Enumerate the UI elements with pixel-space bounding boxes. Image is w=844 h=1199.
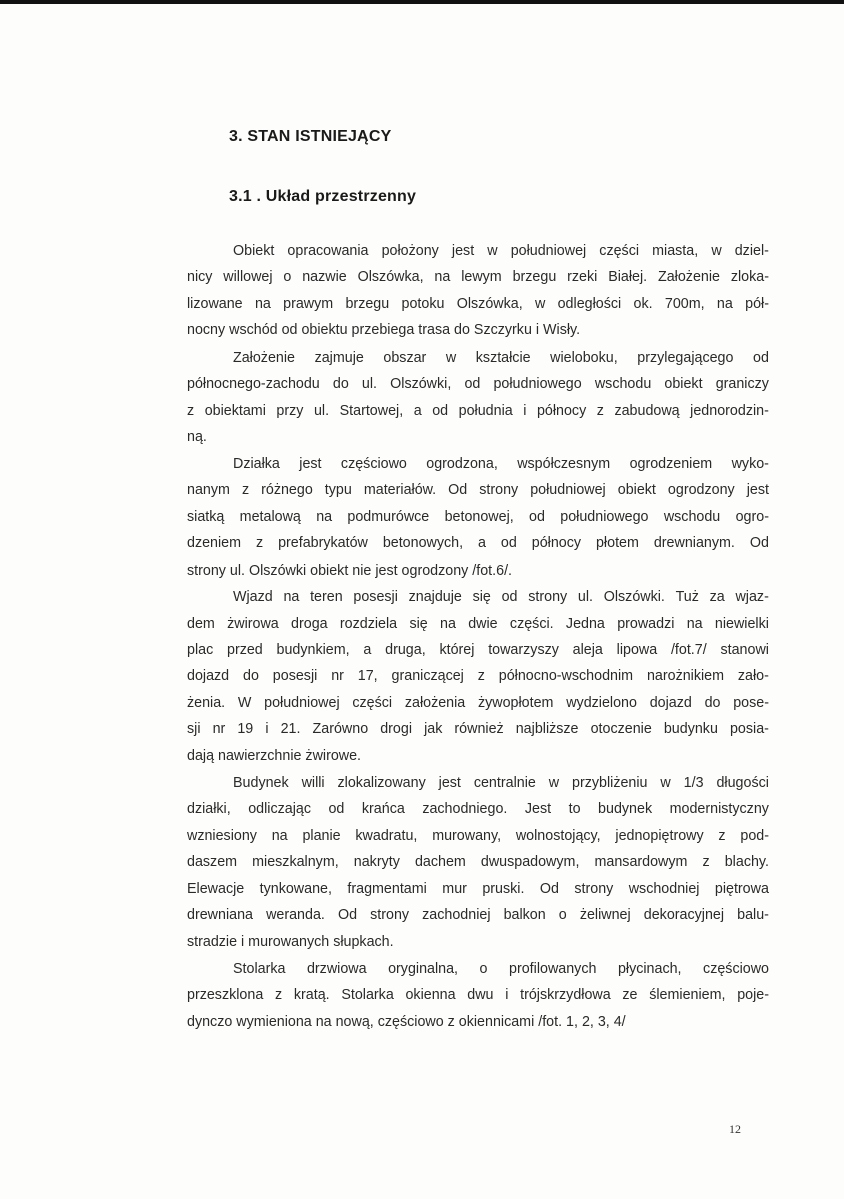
text-line: północnego-zachodu do ul. Olszówki, od południowego wschodu obiekt graniczy — [187, 376, 769, 392]
text-line: Stolarka drzwiowa oryginalna, o profilowanych płycinach, częściowo — [233, 961, 769, 977]
text-line: wzniesiony na planie kwadratu, murowany, wolnostojący, jednopiętrowy z pod- — [187, 828, 769, 844]
text-line: nicy willowej o nazwie Olszówka, na lewym brzegu rzeki Białej. Założenie zloka- — [187, 269, 769, 285]
text-line: przeszklona z kratą. Stolarka okienna dwu i trójskrzydłowa ze ślemieniem, poje- — [187, 987, 769, 1003]
text-line: nanym z różnego typu materiałów. Od strony południowej obiekt ogrodzony jest — [187, 482, 769, 498]
text-line: z obiektami przy ul. Startowej, a od południa i północy z zabudową jednorodzin- — [187, 403, 769, 419]
text-line: żenia. W południowej części założenia żywopłotem wydzielono dojazd do pose- — [187, 695, 769, 711]
text-line: dojazd do posesji nr 17, graniczącej z północno-wschodnim narożnikiem zało- — [187, 668, 769, 684]
text-line: dynczo wymieniona na nową, częściowo z okiennicami /fot. 1, 2, 3, 4/ — [187, 1014, 626, 1030]
section-heading: 3. STAN ISTNIEJĄCY — [229, 128, 392, 145]
text-line: działki, odliczając od krańca zachodniego. Jest to budynek modernistyczny — [187, 801, 769, 817]
text-line: stradzie i murowanych słupkach. — [187, 934, 394, 950]
text-line: Działka jest częściowo ogrodzona, współczesnym ogrodzeniem wyko- — [233, 456, 769, 472]
text-line: Elewacje tynkowane, fragmentami mur pruski. Od strony wschodniej piętrowa — [187, 881, 769, 897]
text-line: Obiekt opracowania położony jest w południowej części miasta, w dziel- — [233, 243, 769, 259]
text-line: sji nr 19 i 21. Zarówno drogi jak również najbliższe otoczenie budynku posia- — [187, 721, 769, 737]
text-line: drewniana weranda. Od strony zachodniej balkon o żeliwnej dekoracyjnej balu- — [187, 907, 769, 923]
text-line: daszem mieszkalnym, nakryty dachem dwuspadowym, mansardowym z blachy. — [187, 854, 769, 870]
text-line: dają nawierzchnie żwirowe. — [187, 748, 362, 764]
text-line: ną. — [187, 429, 207, 445]
text-line: strony ul. Olszówki obiekt nie jest ogrodzony /fot.6/. — [187, 563, 513, 579]
subsection-heading: 3.1 . Układ przestrzenny — [229, 188, 417, 205]
text-line: dzeniem z prefabrykatów betonowych, a od północy płotem drewnianym. Od — [187, 535, 769, 551]
page-number: 12 — [729, 1122, 741, 1136]
text-line: Budynek willi zlokalizowany jest centralnie w przybliżeniu w 1/3 długości — [233, 775, 769, 791]
text-line: nocny wschód od obiektu przebiega trasa do Szczyrku i Wisły. — [187, 322, 581, 338]
text-line: lizowane na prawym brzegu potoku Olszówka, w odległości ok. 700m, na pół- — [187, 296, 769, 312]
text-line: plac przed budynkiem, a druga, której towarzyszy aleja lipowa /fot.7/ stanowi — [187, 642, 769, 658]
text-line: dem żwirowa droga rozdziela się na dwie części. Jedna prowadzi na niewielki — [187, 616, 769, 632]
text-line: Wjazd na teren posesji znajduje się od strony ul. Olszówki. Tuż za wjaz- — [233, 589, 769, 605]
text-line: Założenie zajmuje obszar w kształcie wieloboku, przylegającego od — [233, 350, 769, 366]
text-line: siatką metalową na podmurówce betonowej, od południowego wschodu ogro- — [187, 509, 769, 525]
